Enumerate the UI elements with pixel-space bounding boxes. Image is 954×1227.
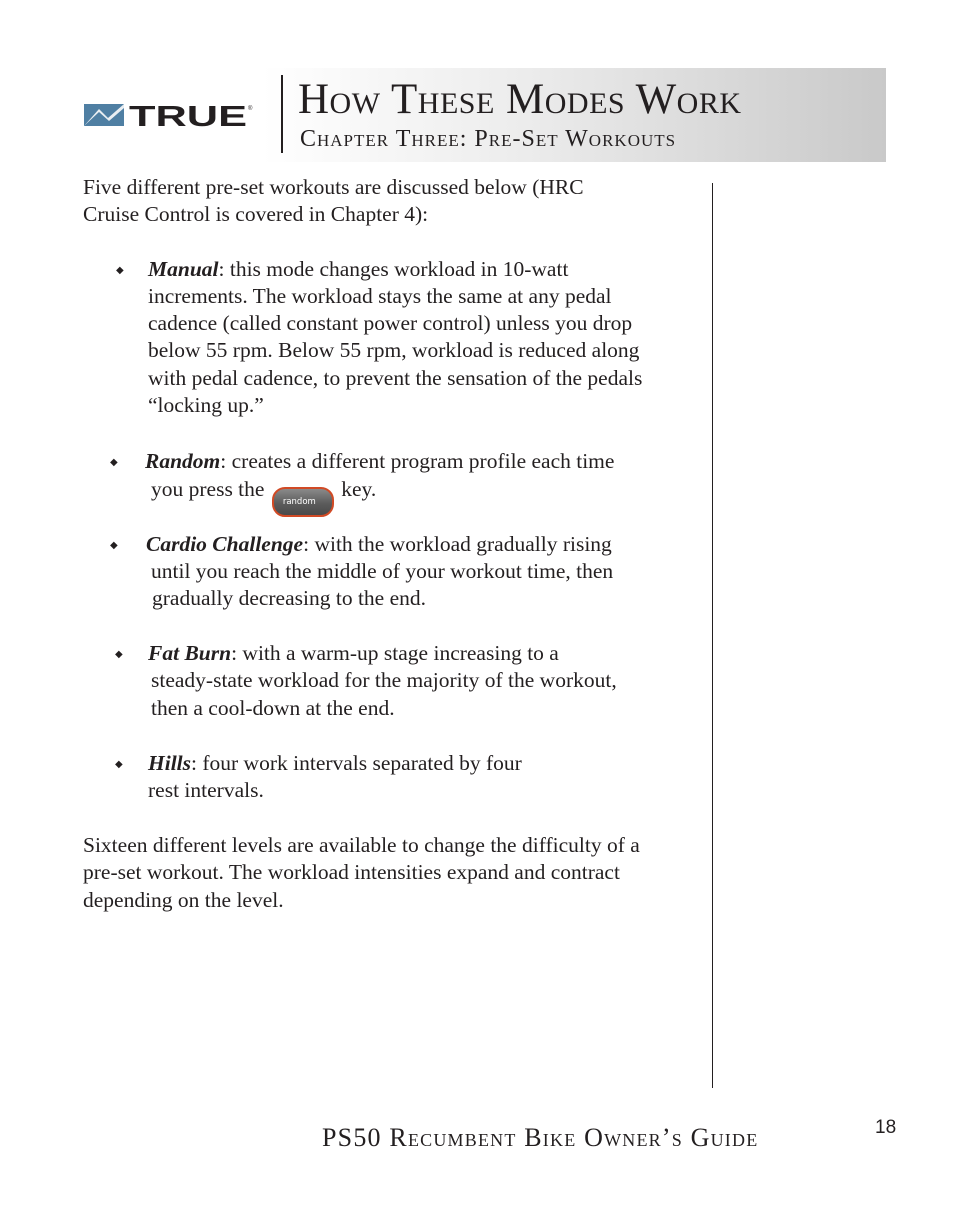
random-line-2-before: you press the	[151, 477, 265, 501]
hills-line-1	[148, 750, 522, 777]
trademark-mark: ®	[248, 106, 253, 112]
fatburn-term: Fat Burn	[148, 641, 232, 665]
bullet-diamond-icon: ◆	[110, 457, 118, 468]
true-logo-mark	[84, 104, 124, 126]
manual-line-1	[148, 256, 568, 283]
chapter-subtitle: Chapter Three: Pre-Set Workouts	[300, 126, 677, 152]
header-divider	[281, 75, 283, 153]
cardio-term: Cardio Challenge	[146, 532, 304, 556]
true-logo	[84, 100, 254, 130]
cardio-line-1	[146, 531, 612, 558]
hills-line-2: rest intervals.	[148, 778, 264, 802]
hills-term: Hills	[148, 751, 192, 775]
bullet-diamond-icon: ◆	[110, 540, 118, 551]
fatburn-line-2: steady-state workload for the majority of the workout,	[151, 668, 617, 692]
intro-line-1: Five different pre-set workouts are discussed below (HRC	[83, 175, 584, 199]
margin-rule	[712, 183, 713, 1088]
cardio-description: : with the workload gradually rising	[303, 532, 612, 556]
bullet-diamond-icon: ◆	[115, 649, 123, 660]
random-term: Random	[145, 449, 221, 473]
closing-line-3: depending on the level.	[83, 888, 284, 912]
manual-line-5: with pedal cadence, to prevent the sensation of the pedals	[148, 366, 643, 390]
bullet-diamond-icon: ◆	[115, 759, 123, 770]
fatburn-description: : with a warm-up stage increasing to a	[231, 641, 559, 665]
fatburn-line-3: then a cool-down at the end.	[151, 696, 395, 720]
hills-description: : four work intervals separated by four	[191, 751, 522, 775]
fatburn-line-1	[148, 640, 559, 667]
manual-line-3: cadence (called constant power control) unless you drop	[148, 311, 633, 335]
random-line-2-after: key.	[341, 477, 377, 501]
footer-guide-title: PS50 Recumbent Bike Owner’s Guide	[322, 1123, 759, 1152]
intro-line-2: Cruise Control is covered in Chapter 4):	[83, 202, 429, 226]
random-description: : creates a different program profile each time	[220, 449, 615, 473]
page-title: How These Modes Work	[298, 76, 742, 123]
manual-term: Manual	[148, 257, 219, 281]
random-line-1	[145, 448, 614, 475]
random-key-icon: random	[272, 487, 334, 517]
page-number: 18	[875, 1117, 897, 1138]
cardio-line-3: gradually decreasing to the end.	[152, 586, 427, 610]
bullet-diamond-icon: ◆	[116, 265, 124, 276]
random-line-2	[151, 476, 376, 517]
manual-line-6: “locking up.”	[148, 393, 264, 417]
manual-description: : this mode changes workload in 10-watt	[218, 257, 569, 281]
closing-line-2: pre-set workout. The workload intensities expand and contract	[83, 860, 620, 884]
cardio-line-2: until you reach the middle of your workout time, then	[151, 559, 614, 583]
true-logo-wordmark: TRUE	[129, 101, 247, 130]
manual-line-4: below 55 rpm. Below 55 rpm, workload is reduced along	[148, 338, 640, 362]
closing-line-1: Sixteen different levels are available to change the difficulty of a	[83, 833, 640, 857]
manual-line-2: increments. The workload stays the same at any pedal	[148, 284, 612, 308]
